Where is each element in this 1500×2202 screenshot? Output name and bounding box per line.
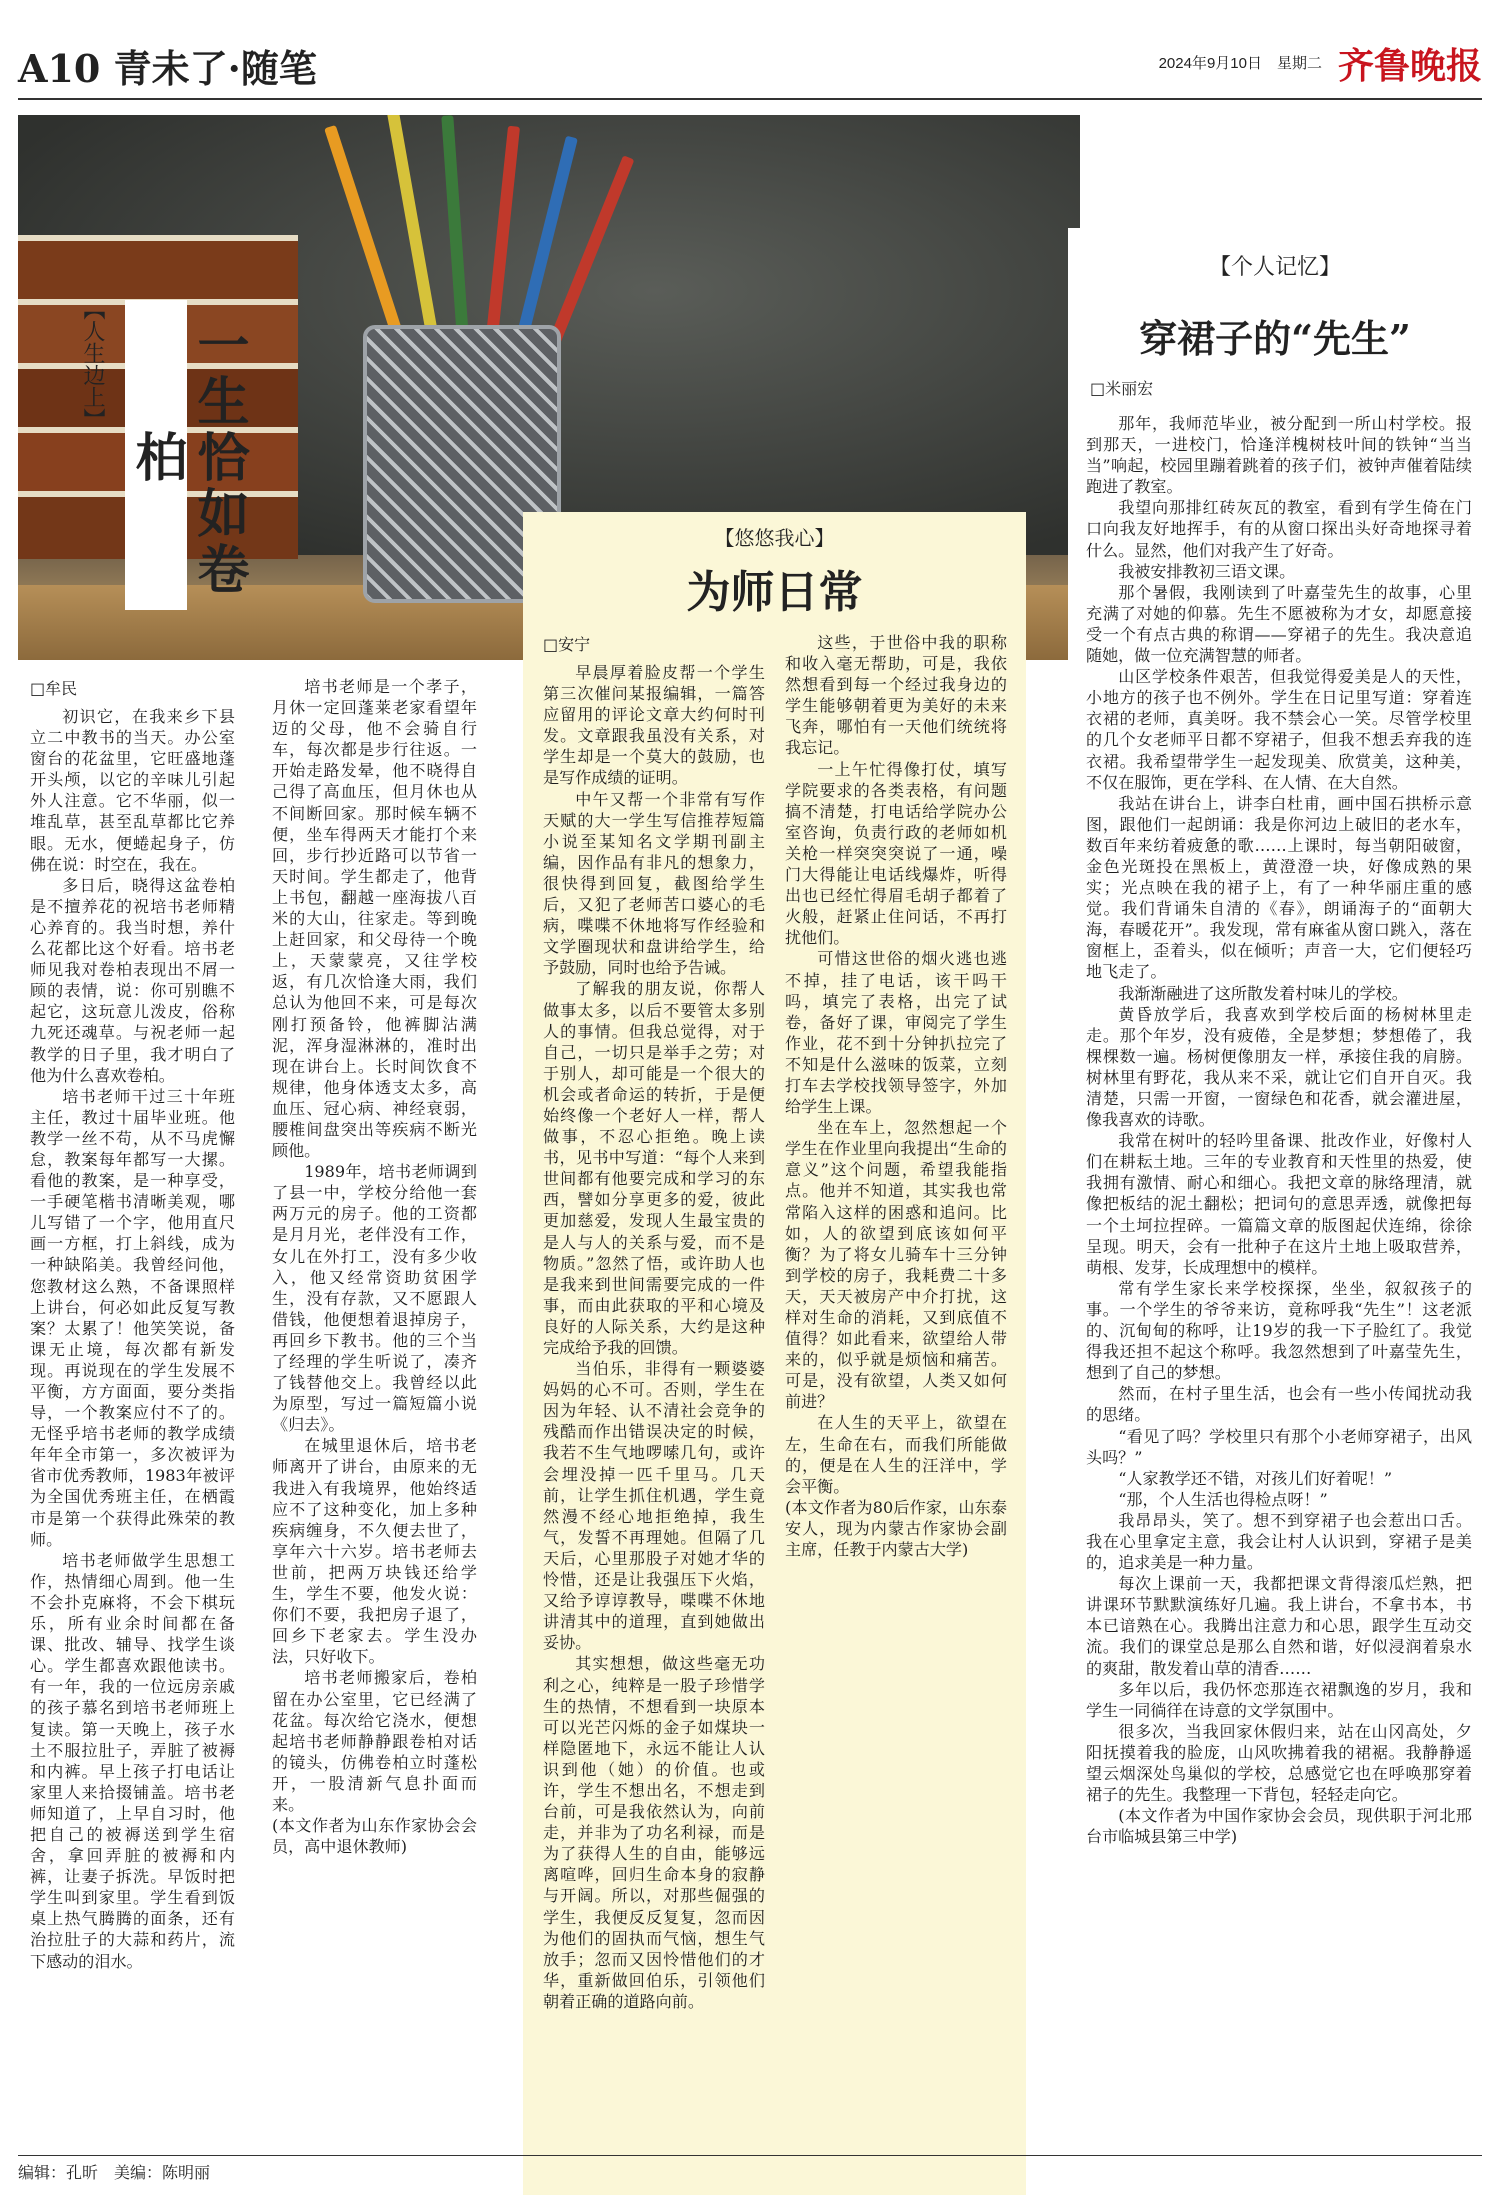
article3-paragraph: “人家教学还不错，对孩儿们好着呢！” [1118,1468,1393,1488]
article3-paragraph: 山区学校条件艰苦，但我觉得爱美是人的天性，小地方的孩子也不例外。学生在日记里写道：穿着连衣裙的老师，真美呀。我不禁会心一笑。尽管学校里的几个女老师平日都不穿裙子，但我不想丢弃我的连衣裙。我希望带学生一起发现美、欣赏美，这种美，不仅在服饰，更在学科、在人情、在大自然。 [1086,667,1472,792]
article3-paragraph: 然而，在村子里生活，也会有一些小传闻扰动我的思绪。 [1086,1384,1472,1425]
editor-credits: 编辑：孔昕 美编：陈明丽 [18,2165,211,2182]
article3-paragraph: 那个暑假，我刚读到了叶嘉莹先生的故事，心里充满了对她的仰慕。先生不愿被称为才女，却愿意接受一个有点古典的称谓——穿裙子的先生。我决意追随她，做一位充满智慧的师者。 [1086,582,1472,666]
page-header [18,38,1482,90]
article3-paragraph: 我常在树叶的轻吟里备课、批改作业，好像村人们在耕耘土地。三年的专业教育和天性里的热爱，使我拥有激情、耐心和细心。我把文章的脉络理清，就像把板结的泥土翻松；把词句的意思弄透，就像把每一个土坷拉捏碎。一篇篇文章的版图起伏连绵，徐徐呈现。明天，会有一批种子在这片土地上吸取营养，萌根、发芽，长成理想中的模样。 [1086,1131,1472,1277]
article2-panel [523,512,1026,2195]
article3-column-tag: 【个人记忆】 [1208,255,1341,280]
article1-column-tag: 【人生边上】 [80,298,105,430]
article3-paragraph: 我望向那排红砖灰瓦的教室，看到有学生倚在门口向我友好地挥手，有的从窗口探出头好奇地探寻着什么。显然，他们对我产生了好奇。 [1086,498,1472,560]
issue-date: 2024年9月10日 星期二 [1158,55,1322,72]
article3-paragraph: “看见了吗？学校里只有那个小老师穿裙子，出风头吗？” [1086,1426,1472,1467]
article3-paragraph: (本文作者为中国作家协会会员，现供职于河北邢台市临城县第三中学) [1086,1806,1472,1847]
article2-paragraph: 了解我的朋友说，你帮人做事太多，以后不要管太多别人的事情。但我总觉得，对于自己，一切只是举手之劳；对于别人，却可能是一个很大的机会或者命运的转折，于是便始终像一个老好人一样，帮人做事，不忍心拒绝。晚上读书，见书中写道：“每个人来到世间都有他要完成和学习的东西，譬如分享更多的爱，彼此更加慈爱，发现人生最宝贵的是人与人的关系与爱，而不是物质。”忽然了悟，或许助人也是我来到世间需要完成的一件事，而由此获取的平和心境及良好的人际关系，大约是这种完成给予我的回馈。 [543,979,765,1357]
article3-paragraph: 黄昏放学后，我喜欢到学校后面的杨树林里走走。那个年岁，没有疲倦，全是梦想；梦想倦了，我棵棵数一遍。杨树便像朋友一样，承接住我的肩膀。树林里有野花，我从来不采，就让它们自开自灭。我清楚，只需一开窗，一窗绿色和花香，就会灌进屋，像我喜欢的诗歌。 [1086,1004,1472,1130]
article2-author-note: (本文作者为80后作家，山东泰安人，现为内蒙古作家协会副主席，任教于内蒙古大学) [785,1497,1007,1560]
article2-author: □安宁 [543,635,591,654]
article1-title: 一生恰如卷柏 [126,318,249,598]
newspaper-logo: 齐鲁晚报 [1337,45,1482,87]
article2-paragraph: 坐在车上，忽然想起一个学生在作业里向我提出“生命的意义”这个问题，希望我能指点。他并不知道，其实我也常常陷入这样的困惑和追问。比如，人的欲望到底该如何平衡？为了将女儿骑车十三分钟到学校的房子，我耗费二十多天，天天被房产中介打扰，这样对生命的消耗，又到底值不值得？如此看来，欲望给人带来的，似乎就是烦恼和痛苦。可是，没有欲望，人类又如何前进？ [785,1118,1007,1412]
article1-paragraph: 1989年，培书老师调到了县一中，学校分给他一套两万元的房子。他的工资都是月月光，老伴没有工作，女儿在外打工，没有多少收入，他又经常资助贫困学生，没有存款，又不愿跟人借钱，他便想着退掉房子，再回乡下教书。他的三个当了经理的学生听说了，凑齐了钱替他交上。我曾经以此为原型，写过一篇短篇小说《归去》。 [272,1162,477,1435]
article3-paragraph: 每次上课前一天，我都把课文背得滚瓜烂熟，把讲课环节默默演练好几遍。我上讲台，不拿书本，书本已谙熟在心。我腾出注意力和心思，跟学生互动交流。我们的课堂总是那么自然和谐，好似浸润着泉水的爽甜，散发着山草的清香…… [1086,1574,1472,1678]
article2-column-1 [543,662,765,2182]
article2-paragraph: 可惜这世俗的烟火逃也逃不掉，挂了电话，该干吗干吗，填完了表格，出完了试卷，备好了课，审阅完了学生作业，花不到十分钟扒拉完了不知是什么滋味的饭菜，立刻打车去学校找领导签字，外加给学生上课。 [785,949,1007,1117]
article2-paragraph: 当伯乐，非得有一颗婆婆妈妈的心不可。否则，学生在因为年轻、认不清社会竞争的残酷而作出错误决定的时候，我若不生气地啰嗦几句，或许会埋没掉一匹千里马。几天前，让学生抓住机遇，学生竟然漫不经心地拒绝掉，我生气，发誓不再理她。但隔了几天后，心里那股子对她才华的怜惜，还是让我强压下火焰，又给予谆谆教导，喋喋不休地讲清其中的道理，直到她做出妥协。 [543,1359,765,1653]
article2-paragraph: 这些，于世俗中我的职称和收入毫无帮助，可是，我依然想看到每一个经过我身边的学生能够朝着更为美好的未来飞奔，哪怕有一天他们统统将我忘记。 [785,633,1007,758]
article2-column-2 [785,632,1007,2182]
article2-title: 为师日常 [686,567,863,618]
article3-paragraph: 很多次，当我回家休假归来，站在山冈高处，夕阳抚摸着我的脸庞，山风吹拂着我的裙裾。我静静遥望云烟深处鸟巢似的学校，总感觉它也在呼唤那穿着裙子的先生。我整理一下背包，轻轻走向它。 [1086,1721,1472,1805]
article3-author: □米丽宏 [1090,379,1154,398]
article3-paragraph: 我渐渐融进了这所散发着村味儿的学校。 [1118,983,1408,1003]
article2-column-tag: 【悠悠我心】 [714,526,835,550]
article1-paragraph: 初识它，在我来乡下县立二中教书的当天。办公室窗台的花盆里，它旺盛地蓬开头颅，以它的辛味儿引起外人注意。它不华丽，似一堆乱草，甚至乱草都比它养眼。无水，便蜷起身子，仿佛在说：时空在，我在。 [30,707,235,874]
article3-paragraph: 多年以后，我仍怀恋那连衣裙飘逸的岁月，我和学生一同徜徉在诗意的文学氛围中。 [1086,1679,1472,1720]
article3-paragraph: 我被安排教初三语文课。 [1118,561,1296,581]
article3-paragraph: 常有学生家长来学校探探，坐坐，叙叙孩子的事。一个学生的爷爷来访，竟称呼我“先生”！这老派的、沉甸甸的称呼，让19岁的我一下子脸红了。我觉得我还担不起这个称呼。我忽然想到了叶嘉莹先生，想到了自己的梦想。 [1086,1278,1472,1383]
page-section-label: A10 青未了·随笔 [18,46,317,91]
article1-paragraph: 培书老师是一个孝子，月休一定回蓬莱老家看望年迈的父母，他不会骑自行车，每次都是步行往返。一开始走路发晕，他不晓得自己得了高血压，但月休也从不间断回家。那时候车辆不便，坐车得两天才能打个来回，步行抄近路可以节省一天时间。学生都走了，他背上书包，翻越一座海拔八百米的大山，往家走。等到晚上赶回家，和父母待一个晚上，天蒙蒙亮，又往学校返，有几次恰逢大雨，我们总认为他回不来，可是每次刚打预备铃，他裤脚沾满泥，浑身湿淋淋的，准时出现在讲台上。长时间饮食不规律，他身体透支太多，高血压、冠心病、神经衰弱，腰椎间盘突出等疾病不断光顾他。 [272,677,477,1161]
article1-paragraph: 多日后，晓得这盆卷柏是不擅养花的祝培书老师精心养育的。我当时想，养什么花都比这个好看。培书老师见我对卷柏表现出不屑一顾的表情，说：你可别瞧不起它，这玩意儿泼皮，俗称九死还魂草。与祝老师一起教学的日子里，我才明白了他为什么喜欢卷柏。 [30,875,235,1085]
article1-paragraph: 在城里退休后，培书老师离开了讲台，由原来的无我进入有我境界，他始终适应不了这种变化，加上多种疾病缠身，不久便去世了，享年六十六岁。培书老师去世前，把两万块钱还给学生，学生不要，他发火说：你们不要，我把房子退了，回乡下老家去。学生没办法，只好收下。 [272,1436,477,1667]
article3-paragraph: 那年，我师范毕业，被分配到一所山村学校。报到那天，一进校门，恰逢洋槐树枝叶间的铁钟“当当当”响起，校园里蹦着跳着的孩子们，被钟声催着陆续跑进了教室。 [1086,414,1472,497]
article3-paragraph: 我昂昂头，笑了。想不到穿裙子也会惹出口舌。我在心里拿定主意，我会让村人认识到，穿裙子是美的，追求美是一种力量。 [1086,1510,1472,1573]
article3-panel [1068,228,1482,2194]
article3-title: 穿裙子的“先生” [1139,316,1411,361]
article1-column-1 [30,706,235,2151]
article2-paragraph: 早晨厚着脸皮帮一个学生第三次催问某报编辑，一篇答应留用的评论文章大约何时刊发。文章跟我虽没有关系，对学生却是一个莫大的鼓励，也是写作成绩的证明。 [543,663,765,788]
article1-paragraph: 培书老师做学生思想工作，热情细心周到。他一生不会扑克麻将，不会下棋玩乐，所有业余时间都在备课、批改、辅导、找学生谈心。学生都喜欢跟他读书。有一年，我的一位远房亲戚的孩子慕名到培书老师班上复读。第一天晚上，孩子水土不服拉肚子，弄脏了被褥和内裤。早上孩子打电话让家里人来拾掇铺盖。培书老师知道了，上早自习时，他把自己的被褥送到学生宿舍，拿回弄脏的被褥和内裤，让妻子拆洗。早饭时把学生叫到家里。学生看到饭桌上热气腾腾的面条，还有治拉肚子的大蒜和药片，流下感动的泪水。 [30,1550,235,1971]
article3-paragraph: 我站在讲台上，讲李白杜甫，画中国石拱桥示意图，跟他们一起朗诵：我是你河边上破旧的老水车，数百年来纺着疲惫的歌……上课时，每当朝阳破窗，金色光斑投在黑板上，黄澄澄一块，好像成熟的果实；光点映在我的裙子上，有了一种华丽庄重的感觉。我们背诵朱自清的《春》，朗诵海子的“面朝大海，春暖花开”。我发现，常有麻雀从窗口跳入，落在窗框上，歪着头，似在倾听；声音一大，它们便轻巧地飞走了。 [1086,793,1472,982]
header-rule [18,98,1482,100]
article1-paragraph: 培书老师搬家后，卷柏留在办公室里，它已经满了花盆。每次给它浇水，便想起培书老师静静跟卷柏对话的镜头，仿佛卷柏立时蓬松开，一股清新气息扑面而来。 [272,1668,477,1814]
article1-author-note: (本文作者为山东作家协会会员，高中退休教师) [272,1816,477,1857]
article2-paragraph: 一上午忙得像打仗，填写学院要求的各类表格，有问题搞不清楚，打电话给学院办公室咨询，负责行政的老师如机关枪一样突突突说了一通，噪门大得能让电话线爆炸，听得出也已经忙得眉毛胡子都着了火般，赶紧止住问话，不再打扰他们。 [785,759,1007,948]
article1-column-2 [272,676,477,2151]
article2-paragraph: 在人生的天平上，欲望在左，生命在右，而我们所能做的，便是在人生的汪洋中，学会平衡。 [785,1413,1007,1496]
article1-author: □牟民 [30,679,78,698]
article1-title-box [125,300,249,610]
article1-paragraph: 培书老师干过三十年班主任，教过十届毕业班。他教学一丝不苟，从不马虎懈怠，教案每年都写一大摞。看他的教案，是一种享受，一手硬笔楷书清晰美观，哪儿写错了一个字，他用直尺画一方框，打上斜线，成为一种缺陷美。我曾经问他，您教材这么熟，不备课照样上讲台，何必如此反复写教案？太累了！他笑笑说，备课无止境，每次都有新发现。再说现在的学生发展不平衡，方方面面，要分类指导，一个教案应付不了的。无怪乎培书老师的教学成绩年年全市第一，多次被评为省市优秀教师，1983年被评为全国优秀班主任，在栖霞市是第一个获得此殊荣的教师。 [30,1086,235,1549]
footer-rule [18,2155,1482,2156]
article3-body [1086,413,1472,2163]
article2-paragraph: 中午又帮一个非常有写作天赋的大一学生写信推荐短篇小说至某知名文学期刊副主编，因作品有非凡的想象力，很快得到回复，截图给学生后，又犯了老师苦口婆心的毛病，喋喋不休地将写作经验和文学圈现状和盘讲给学生，给予鼓励，同时也给予告诫。 [543,789,765,978]
article3-paragraph: “那，个人生活也得检点呀！” [1118,1489,1328,1509]
article2-paragraph: 其实想想，做这些毫无功利之心，纯粹是一股子珍惜学生的热情，不想看到一块原本可以光芒闪烁的金子如煤块一样隐匿地下，永远不能让人认识到他（她）的价值。也或许，学生不想出名，不想走到台前，可是我依然认为，向前走，并非为了功名利禄，而是为了获得人生的自由，能够远离喧哗，回归生命本身的寂静与开阔。所以，对那些倔强的学生，我便反反复复，忽而因为他们的固执而气恼，想生气放手；忽而又因怜惜他们的才华，重新做回伯乐，引领他们朝着正确的道路向前。 [543,1654,765,2011]
